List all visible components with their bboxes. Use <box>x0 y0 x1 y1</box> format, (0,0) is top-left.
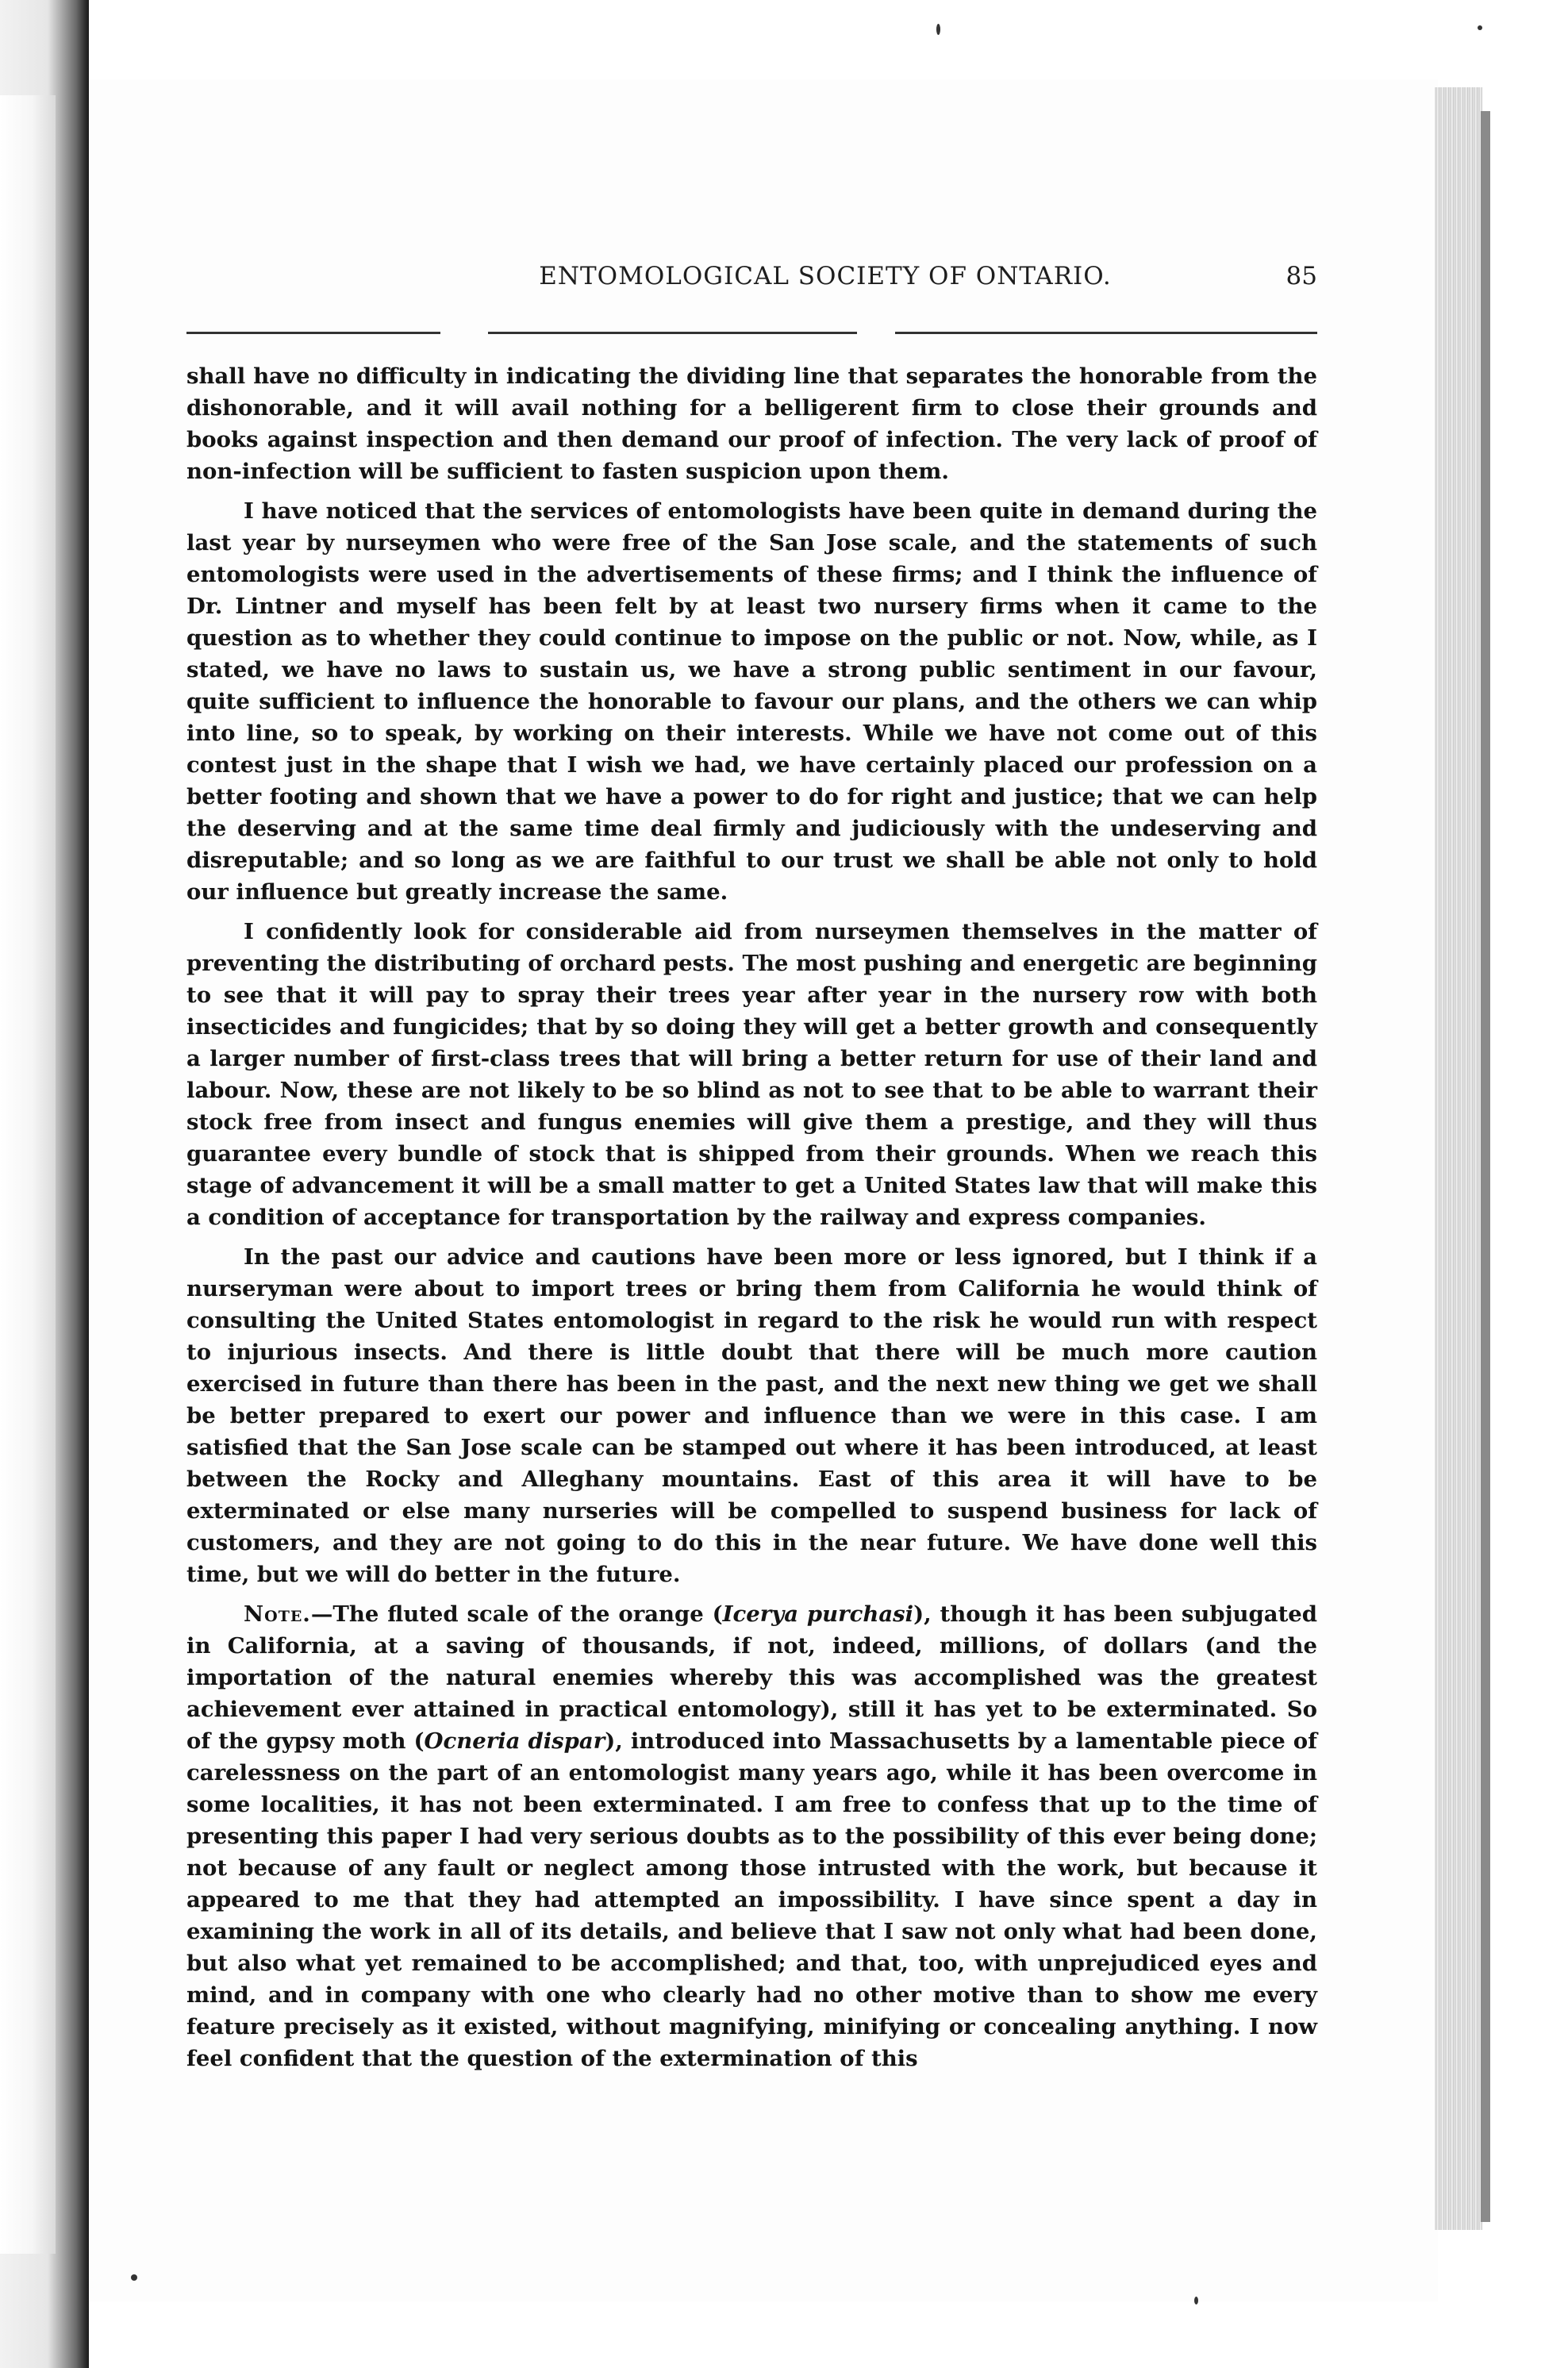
rule-gap <box>440 330 488 336</box>
paragraph: shall have no difficulty in indicating the dividing line that separates the honorable from the dishonorable, and it will avail nothing for a belligerent firm to close their grounds and books against inspection and then demand our proof of infection. The very lack of proof of non-infection will be sufficient to fasten suspicion upon them. <box>186 363 1317 484</box>
note-text: The fluted scale of the orange ( <box>332 1601 723 1627</box>
page-header <box>183 262 1317 302</box>
species-name: Ocneria dispar <box>424 1728 605 1754</box>
species-name: Icerya purchasi <box>722 1601 914 1627</box>
note-text: ), introduced into Massachusetts by a lamentable piece of carelessness on the part of an entomologist many years ago, while it has been overcome in some localities, it has not been exterminated. I am free to confess that up to the time of presenting this paper I had very serious doubts as to the possibility of this ever being done; not because of any fault or neglect among those intrusted with the work, but because it appeared to me that they had attempted an impossibility. I have since spent a day in examining the work in all of its details, and believe that I saw not only what had been done, but also what yet remained to be accomplished; and that, too, with unprejudiced eyes and mind, and in company with one who clearly had no other motive than to show me every feature precisely as it existed, without magnifying, minifying or concealing anything. I now feel confident that the question of the extermination of this <box>186 1728 1317 2071</box>
scan-speck <box>1194 2297 1198 2305</box>
paragraph: In the past our advice and cautions have been more or less ignored, but I think if a nurseryman were about to import trees or bring them from California he would think of consulting the United States entomologist in regard to the risk he would run with respect to injurious insects. And there is little doubt that there will be much more caution exercised in future than there has been in the past, and the next new thing we get we shall be better prepared to exert our power and influence than we were in this case. I am satisfied that the San Jose scale can be stamped out where it has been introduced, at least between the Rocky and Alleghany mountains. East of this area it will have to be exterminated or else many nurseries will be compelled to suspend business for lack of customers, and they are not going to do this in the near future. We have done well this time, but we will do better in the future. <box>186 1244 1317 1587</box>
scan-speck <box>131 2274 137 2281</box>
page-stack-edge <box>1435 87 1482 2230</box>
header-rule <box>186 332 1317 334</box>
paragraph: I confidently look for considerable aid from nurseymen themselves in the matter of preventing the distributing of orchard pests. The most pushing and energetic are beginning to see that it will pay to spray their trees year after year in the nursery row with both insecticides and fungicides; that by so doing they will get a better growth and consequently a larger number of first-class trees that will bring a better return for use of their land and labour. Now, these are not likely to be so blind as not to see that to be able to warrant their stock free from insect and fungus enemies will give them a prestige, and they will thus guarantee every bundle of stock that is shipped from their grounds. When we reach this stage of advancement it will be a small matter to get a United States law that will make this a condition of acceptance for transportation by the railway and express companies. <box>186 919 1317 1230</box>
page-stack-shadow <box>1481 111 1490 2222</box>
rule-gap <box>857 330 895 336</box>
paragraph: I have noticed that the services of entomologists have been quite in demand during the last year by nurseymen who were free of the San Jose scale, and the statements of such entomologists were used in the advertisements of these firms; and I think the influence of Dr. Lintner and myself has been felt by at least two nursery firms when it came to the question as to whether they could continue to impose on the public or not. Now, while, as I stated, we have no laws to sustain us, we have a strong public sentiment in our favour, quite sufficient to influence the honorable to favour our plans, and the others we can whip into line, so to speak, by working on their interests. While we have not come out of this contest just in the shape that I wish we had, we have certainly placed our profession on a better footing and shown that we have a power to do for right and justice; that we can help the deserving and at the same time deal firmly and judiciously with the undeserving and disreputable; and so long as we are faithful to our trust we shall be able not only to hold our influence but greatly increase the same. <box>186 498 1317 905</box>
running-head: ENTOMOLOGICAL SOCIETY OF ONTARIO. <box>539 262 1112 290</box>
scan-speck <box>1478 25 1482 30</box>
note-paragraph <box>186 1598 1317 2074</box>
body-text <box>186 360 1317 2074</box>
note-label: Note. <box>244 1601 311 1627</box>
previous-page-edge <box>0 95 56 2254</box>
note-text: ), though it has been subjugated in California, at a saving of thousands, if not, indeed, millions, of dollars (and the importation of the natural enemies whereby this was accomplished was the greatest achievement ever attained in practical entomology), still it has yet to be exterminated. So of the gypsy moth ( <box>186 1601 1317 1754</box>
note-dash: — <box>310 1601 333 1627</box>
page-number: 85 <box>1286 262 1317 290</box>
scan-speck <box>936 24 940 35</box>
